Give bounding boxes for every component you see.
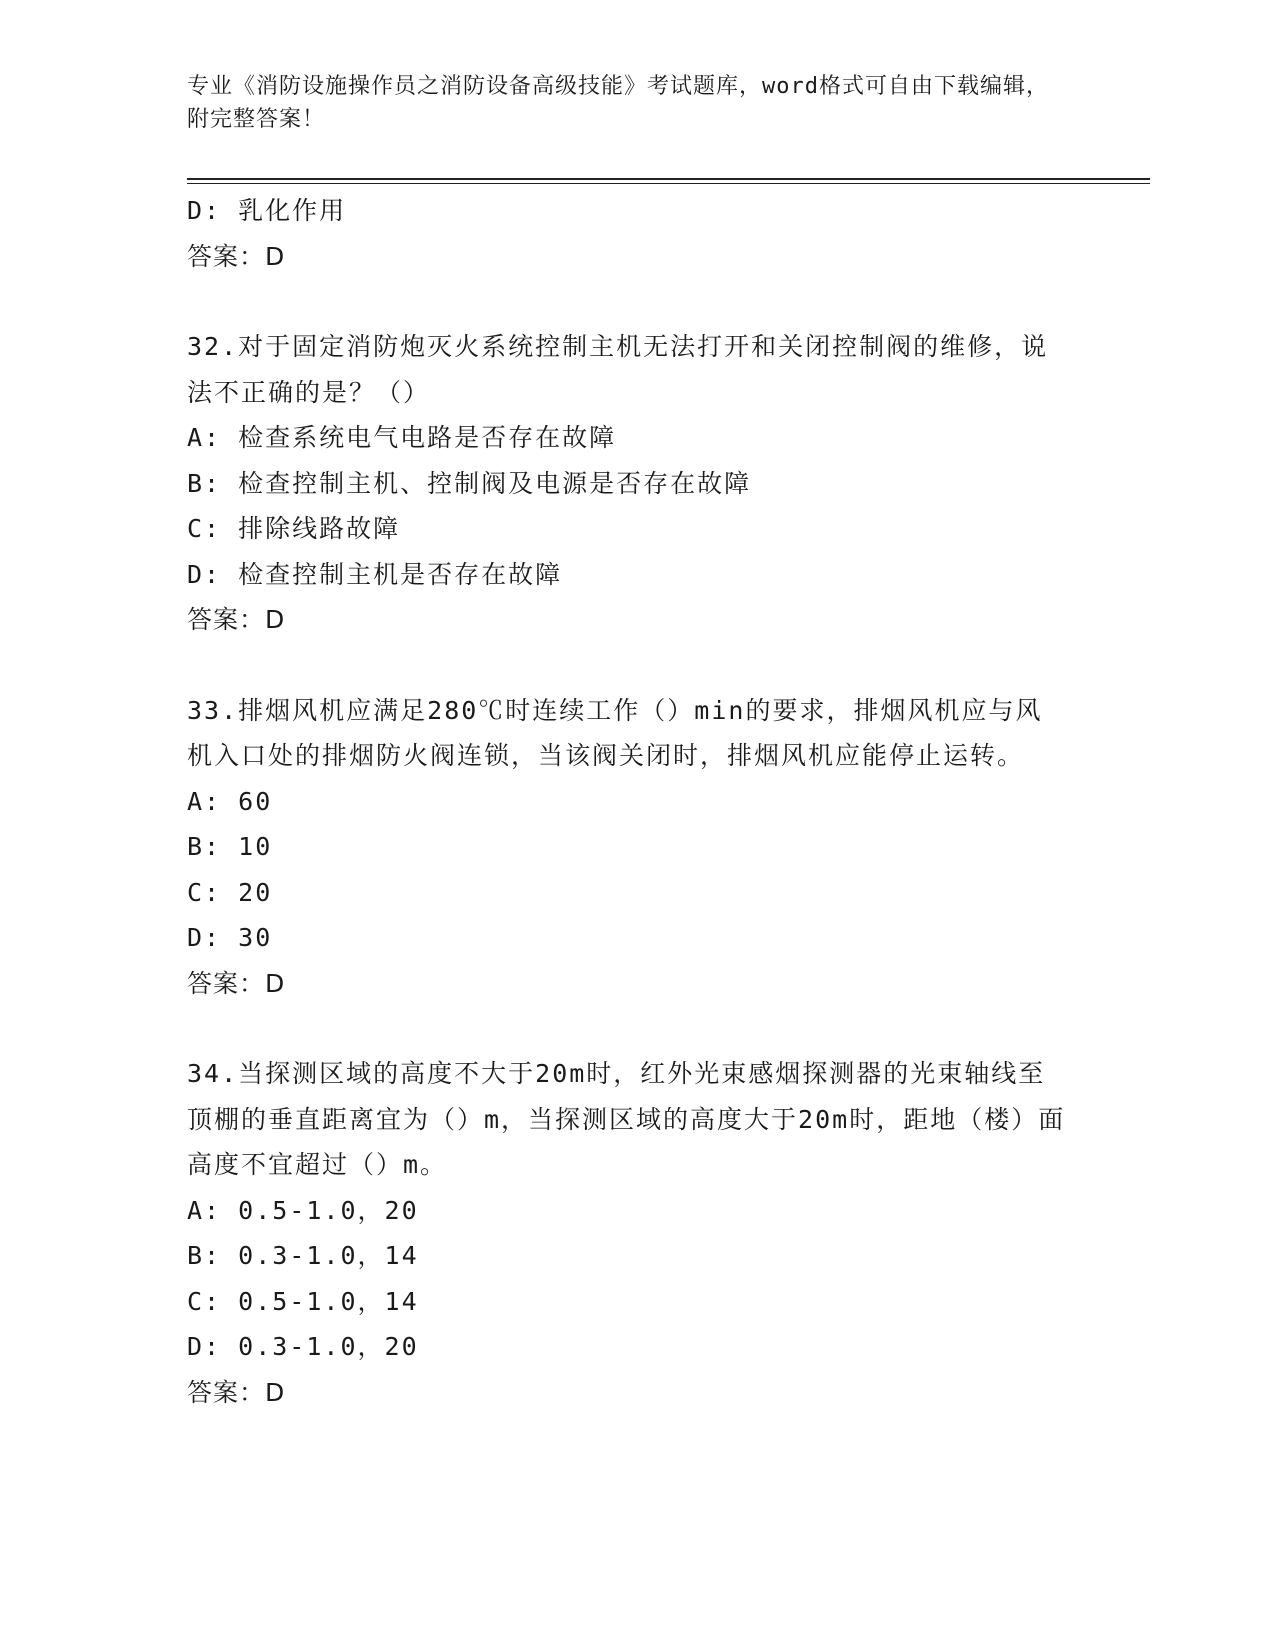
option-c: C: 排除线路故障 bbox=[187, 514, 401, 543]
answer: 答案：D bbox=[187, 968, 286, 998]
option-c: C: 20 bbox=[187, 877, 273, 907]
option-b: B: 0.3-1.0，14 bbox=[187, 1241, 419, 1270]
option-d: D: 检查控制主机是否存在故障 bbox=[187, 559, 563, 589]
question-stem: 33.排烟风机应满足280℃时连续工作（）min的要求，排烟风机应与风机入口处的排烟防火阀连锁，当该阀关闭时，排烟风机应能停止运转。 bbox=[187, 695, 1043, 770]
header-divider-thin bbox=[187, 183, 1150, 184]
option-a: A: 60 bbox=[187, 786, 273, 816]
option-d: D: 30 bbox=[187, 923, 273, 952]
question-34 bbox=[187, 1051, 1087, 1415]
answer: 答案：D bbox=[187, 1377, 286, 1407]
option-b: B: 10 bbox=[187, 832, 273, 861]
answer: 答案：D bbox=[187, 605, 286, 634]
prev-option-d: D: 乳化作用 bbox=[187, 196, 347, 225]
option-a: A: 0.5-1.0，20 bbox=[187, 1195, 419, 1225]
question-32 bbox=[187, 324, 1087, 643]
document-header: 专业《消防设施操作员之消防设备高级技能》考试题库，word格式可自由下载编辑，附完整答案！ bbox=[187, 74, 1049, 132]
question-list bbox=[187, 188, 1087, 1415]
prev-answer: 答案：D bbox=[187, 241, 286, 271]
header-divider-thick bbox=[187, 178, 1150, 180]
question-33 bbox=[187, 688, 1087, 1007]
question-stem: 34.当探测区域的高度不大于20m时，红外光束感烟探测器的光束轴线至顶棚的垂直距离宜为（）m，当探测区域的高度大于20m时，距地（楼）面高度不宜超过（）m。 bbox=[187, 1059, 1066, 1179]
option-d: D: 0.3-1.0，20 bbox=[187, 1332, 419, 1361]
question-stem: 32.对于固定消防炮灭火系统控制主机无法打开和关闭控制阀的维修，说法不正确的是？（） bbox=[187, 332, 1049, 407]
option-b: B: 检查控制主机、控制阀及电源是否存在故障 bbox=[187, 468, 752, 498]
option-c: C: 0.5-1.0，14 bbox=[187, 1286, 419, 1316]
option-a: A: 检查系统电气电路是否存在故障 bbox=[187, 423, 617, 452]
